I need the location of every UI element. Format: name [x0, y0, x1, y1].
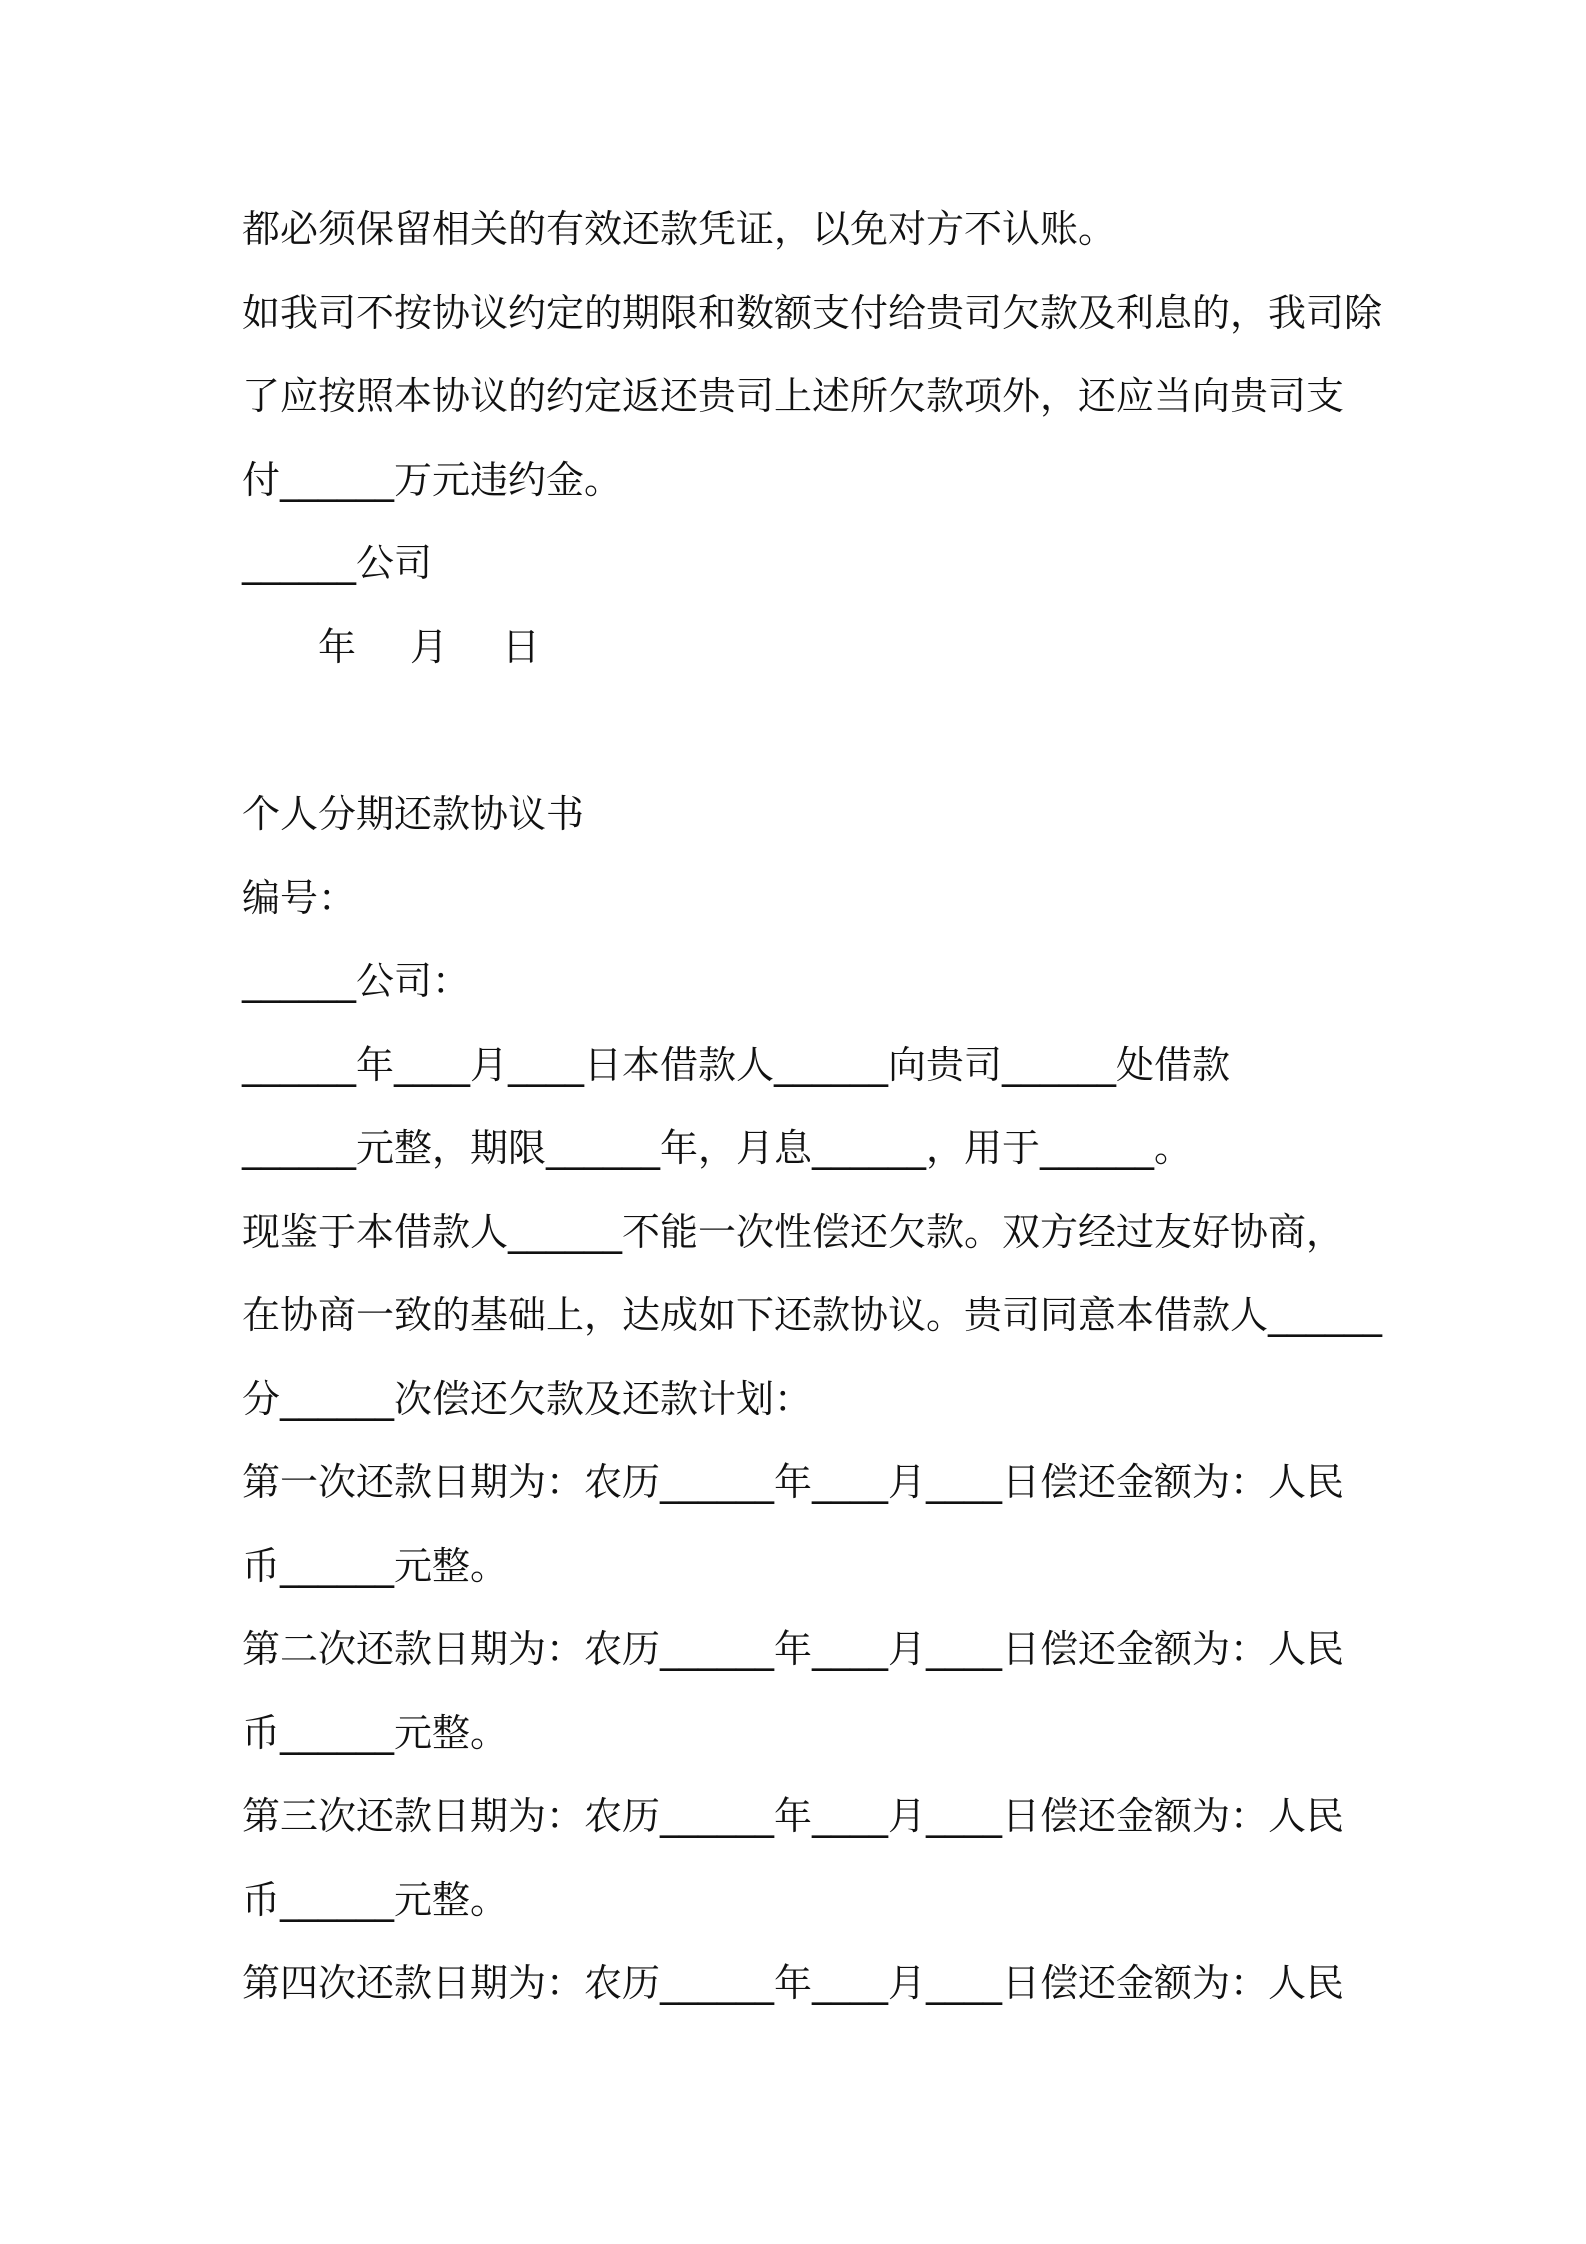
- text-line-4: 付______万元违约金。: [242, 458, 623, 502]
- installment-1: 第一次还款日期为：农历______年____月____日偿还金额为：人民: [242, 1460, 1345, 1504]
- text-line-10: ______年____月____日本借款人______向贵司______处借款: [242, 1043, 1231, 1087]
- signature-company: ______公司: [242, 541, 433, 585]
- installment-2-amount: 币______元整。: [242, 1711, 509, 1755]
- document-number: 编号：: [242, 876, 357, 920]
- document-title: 个人分期还款协议书: [242, 792, 585, 836]
- installment-1-amount: 币______元整。: [242, 1544, 509, 1588]
- installment-3-amount: 币______元整。: [242, 1878, 509, 1922]
- signature-date: 年 月 日: [318, 625, 549, 669]
- installment-4: 第四次还款日期为：农历______年____月____日偿还金额为：人民: [242, 1961, 1345, 2005]
- text-line-2: 如我司不按协议约定的期限和数额支付给贵司欠款及利息的，我司除: [242, 291, 1383, 335]
- text-line-11: ______元整，期限______年，月息______，用于______。: [242, 1126, 1193, 1170]
- installment-2: 第二次还款日期为：农历______年____月____日偿还金额为：人民: [242, 1627, 1345, 1671]
- text-line-12: 现鉴于本借款人______不能一次性偿还欠款。双方经过友好协商，: [242, 1210, 1345, 1254]
- text-line-14: 分______次偿还欠款及还款计划：: [242, 1377, 813, 1421]
- installment-3: 第三次还款日期为：农历______年____月____日偿还金额为：人民: [242, 1794, 1345, 1838]
- text-line-3: 了应按照本协议的约定返还贵司上述所欠款项外，还应当向贵司支: [242, 374, 1345, 418]
- text-line-13: 在协商一致的基础上，达成如下还款协议。贵司同意本借款人______: [242, 1293, 1383, 1337]
- addressee: ______公司：: [242, 959, 471, 1003]
- text-line-1: 都必须保留相关的有效还款凭证，以免对方不认账。: [242, 207, 1117, 251]
